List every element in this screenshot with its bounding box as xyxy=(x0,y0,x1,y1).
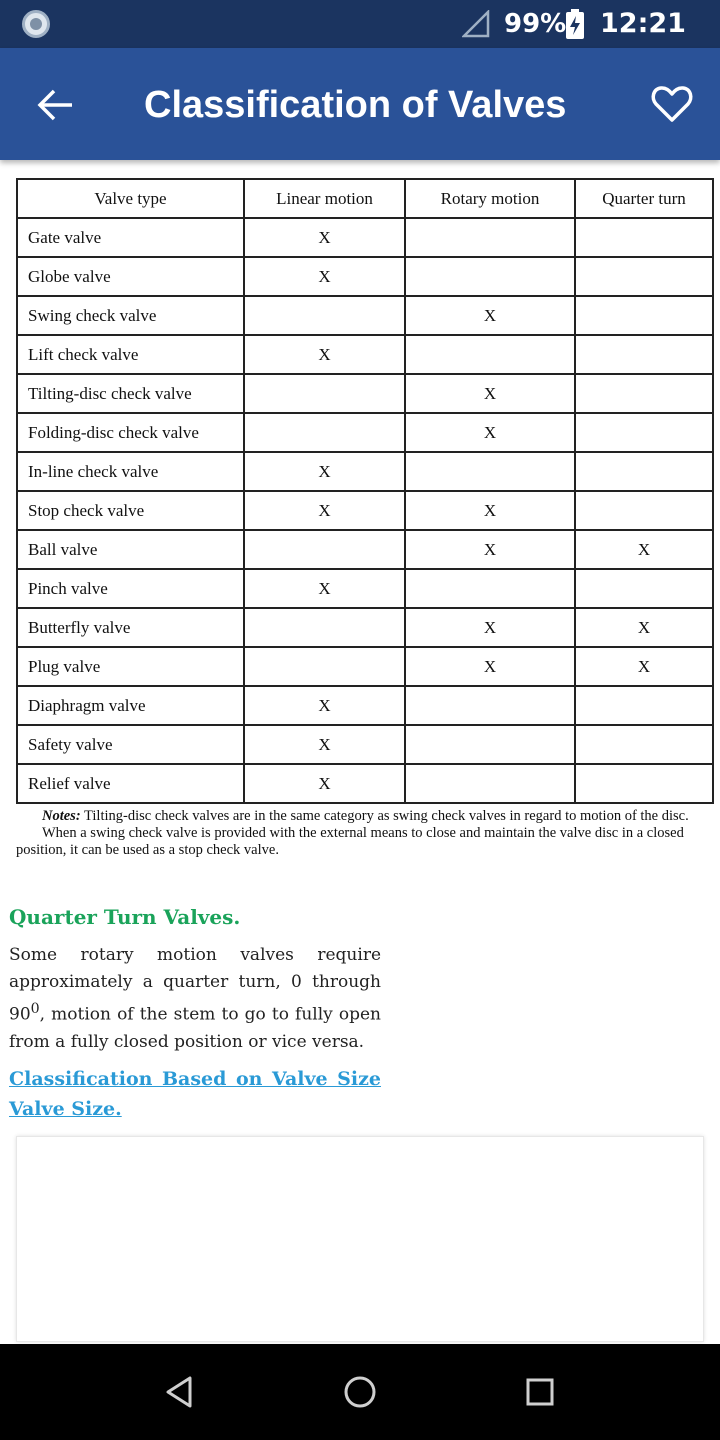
quarter-motion-cell xyxy=(575,413,713,452)
rotary-motion-cell: X xyxy=(405,374,575,413)
quarter-motion-cell xyxy=(575,725,713,764)
header-rotary-motion: Rotary motion xyxy=(405,179,575,218)
rotary-motion-cell: X xyxy=(405,413,575,452)
header-quarter-turn: Quarter turn xyxy=(575,179,713,218)
linear-motion-cell: X xyxy=(244,569,405,608)
nav-back-icon[interactable] xyxy=(160,1372,200,1412)
linear-motion-cell xyxy=(244,608,405,647)
table-row xyxy=(17,530,713,569)
rotary-motion-cell: X xyxy=(405,647,575,686)
valve-table xyxy=(16,178,714,804)
battery-percentage: 99% xyxy=(504,9,567,39)
table-row xyxy=(17,452,713,491)
table-row xyxy=(17,686,713,725)
table-notes xyxy=(16,808,716,859)
section-heading: Quarter Turn Valves. xyxy=(9,905,241,929)
nav-recents-icon[interactable] xyxy=(520,1372,560,1412)
nav-home-icon[interactable] xyxy=(340,1372,380,1412)
table-row xyxy=(17,257,713,296)
quarter-motion-cell xyxy=(575,452,713,491)
quarter-motion-cell xyxy=(575,686,713,725)
status-bar xyxy=(0,0,720,48)
signal-icon xyxy=(462,10,490,38)
body-text-part-1: Some rotary motion valves require approximately a quarter turn, 0 through 90 xyxy=(9,945,381,1025)
clock-time: 12:21 xyxy=(600,8,686,39)
table-row xyxy=(17,764,713,803)
rotary-motion-cell xyxy=(405,725,575,764)
valve-type-cell: Butterfly valve xyxy=(17,608,244,647)
table-header-row xyxy=(17,179,713,218)
section-body xyxy=(9,942,381,1056)
valve-type-cell: Plug valve xyxy=(17,647,244,686)
linear-motion-cell xyxy=(244,647,405,686)
linear-motion-cell: X xyxy=(244,335,405,374)
table-row xyxy=(17,218,713,257)
rotary-motion-cell: X xyxy=(405,608,575,647)
body-text-part-2: , motion of the stem to go to fully open from a fully closed position or vice versa. xyxy=(9,1004,381,1052)
quarter-motion-cell: X xyxy=(575,530,713,569)
table-row xyxy=(17,374,713,413)
table-row xyxy=(17,296,713,335)
linear-motion-cell xyxy=(244,530,405,569)
valve-type-cell: Swing check valve xyxy=(17,296,244,335)
rotary-motion-cell xyxy=(405,569,575,608)
valve-type-cell: Globe valve xyxy=(17,257,244,296)
page-title: Classification of Valves xyxy=(144,84,567,126)
table-row xyxy=(17,608,713,647)
quarter-motion-cell xyxy=(575,296,713,335)
rotary-motion-cell: X xyxy=(405,296,575,335)
table-row xyxy=(17,413,713,452)
ad-card xyxy=(16,1136,704,1342)
quarter-motion-cell: X xyxy=(575,608,713,647)
table-row xyxy=(17,725,713,764)
note-2: When a swing check valve is provided with the external means to close and maintain the valve disc in a closed position, it can be used as a stop check valve. xyxy=(16,825,684,858)
valve-type-cell: Pinch valve xyxy=(17,569,244,608)
header-valve-type: Valve type xyxy=(17,179,244,218)
valve-type-cell: Lift check valve xyxy=(17,335,244,374)
valve-type-cell: Stop check valve xyxy=(17,491,244,530)
back-arrow-icon[interactable] xyxy=(34,84,76,126)
quarter-motion-cell xyxy=(575,569,713,608)
rotary-motion-cell xyxy=(405,335,575,374)
quarter-motion-cell xyxy=(575,257,713,296)
valve-type-cell: Safety valve xyxy=(17,725,244,764)
rotary-motion-cell xyxy=(405,452,575,491)
linear-motion-cell: X xyxy=(244,491,405,530)
linear-motion-cell xyxy=(244,374,405,413)
navigation-bar xyxy=(0,1344,720,1440)
app-notification-icon xyxy=(22,10,50,38)
table-row xyxy=(17,569,713,608)
heart-icon[interactable] xyxy=(650,82,694,126)
rotary-motion-cell xyxy=(405,764,575,803)
linear-motion-cell: X xyxy=(244,725,405,764)
valve-type-cell: Diaphragm valve xyxy=(17,686,244,725)
header-linear-motion: Linear motion xyxy=(244,179,405,218)
table-row xyxy=(17,491,713,530)
table-row xyxy=(17,335,713,374)
quarter-motion-cell xyxy=(575,764,713,803)
next-topic-link[interactable]: Classification Based on Valve Size Valve Size. xyxy=(9,1068,381,1120)
rotary-motion-cell xyxy=(405,686,575,725)
quarter-motion-cell xyxy=(575,374,713,413)
valve-type-cell: In-line check valve xyxy=(17,452,244,491)
battery-charging-icon xyxy=(566,9,584,39)
valve-type-cell: Relief valve xyxy=(17,764,244,803)
valve-type-cell: Ball valve xyxy=(17,530,244,569)
linear-motion-cell: X xyxy=(244,218,405,257)
quarter-motion-cell xyxy=(575,335,713,374)
quarter-motion-cell xyxy=(575,218,713,257)
rotary-motion-cell xyxy=(405,218,575,257)
valve-classification-table xyxy=(16,178,712,804)
linear-motion-cell xyxy=(244,413,405,452)
app-bar xyxy=(0,48,720,160)
rotary-motion-cell: X xyxy=(405,491,575,530)
degree-superscript: 0 xyxy=(30,1001,40,1017)
linear-motion-cell: X xyxy=(244,452,405,491)
valve-type-cell: Gate valve xyxy=(17,218,244,257)
rotary-motion-cell: X xyxy=(405,530,575,569)
linear-motion-cell: X xyxy=(244,686,405,725)
linear-motion-cell: X xyxy=(244,257,405,296)
note-1 xyxy=(16,808,716,825)
valve-type-cell: Tilting-disc check valve xyxy=(17,374,244,413)
rotary-motion-cell xyxy=(405,257,575,296)
linear-motion-cell xyxy=(244,296,405,335)
table-row xyxy=(17,647,713,686)
quarter-motion-cell xyxy=(575,491,713,530)
notes-label: Notes: xyxy=(42,808,81,824)
linear-motion-cell: X xyxy=(244,764,405,803)
note-1-text: Tilting-disc check valves are in the same category as swing check valves in regard to motion of the disc. xyxy=(84,808,689,824)
quarter-motion-cell: X xyxy=(575,647,713,686)
valve-type-cell: Folding-disc check valve xyxy=(17,413,244,452)
